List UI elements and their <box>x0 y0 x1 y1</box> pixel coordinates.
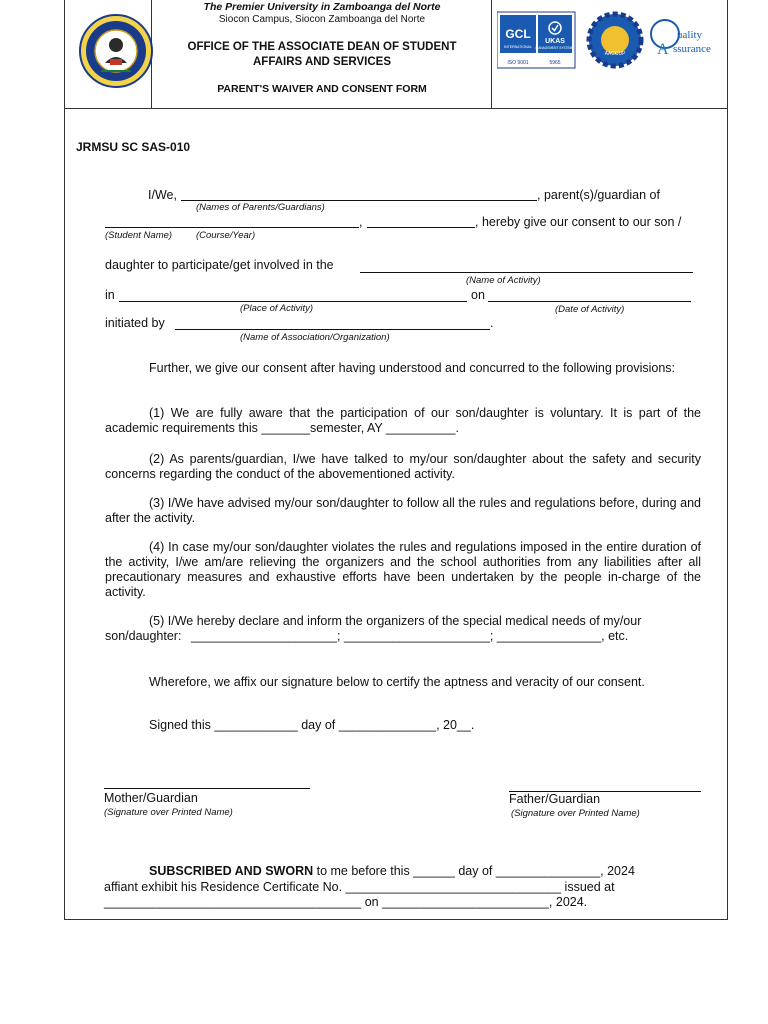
qa-label: uality <box>677 29 703 41</box>
header-divider <box>491 0 492 108</box>
student-name-field[interactable] <box>105 227 359 228</box>
campus-address: Siocon Campus, Siocon Zamboanga del Norte <box>218 14 426 25</box>
in-label: in <box>105 288 115 302</box>
header-title-block <box>153 0 491 95</box>
mother-signature-line[interactable] <box>104 788 310 789</box>
gcl-label: GCL <box>505 27 531 41</box>
course-year-field[interactable] <box>367 227 475 228</box>
provision-3-text: (3) I/We have advised my/our son/daughter to follow all the rules and regulations before, during and after the activity. <box>105 496 701 525</box>
place-caption: (Place of Activity) <box>240 303 314 314</box>
ukas-label: UKAS <box>545 38 565 45</box>
cert-number: 5965 <box>549 60 561 66</box>
activity-date-field[interactable] <box>488 301 691 302</box>
intro-text: Further, we give our consent after having understood and concurred to the following provisions: <box>149 361 676 375</box>
provision-4-text: (4) In case my/our son/daughter violates the rules and regulations imposed in the entire duration of the activity, I/we am/are relieving the organizers and the school authorities from any liabilities after all precautionary measures and exhaustive efforts have been undertaken by the people in-charge of the activity. <box>105 540 701 599</box>
form-title: PARENT'S WAIVER AND CONSENT FORM <box>217 83 427 95</box>
organization-field[interactable] <box>175 329 490 330</box>
participate-label: daughter to participate/get involved in the <box>105 258 334 272</box>
medical-needs-fields[interactable]: _____________________; _____________________; _______________, etc. <box>191 629 629 643</box>
mother-guardian-label: Mother/Guardian <box>104 791 198 805</box>
student-name-caption: (Student Name) <box>105 230 173 241</box>
course-year-caption: (Course/Year) <box>196 230 256 241</box>
sworn-line-1-text[interactable]: to me before this ______ day of _______________, 2024 <box>313 864 635 878</box>
place-field[interactable] <box>119 301 467 302</box>
provision-2-text: (2) As parents/guardian, I/we have talked to my/our son/daughter about the safety and security concerns regarding the conduct of the abovementioned activity. <box>105 452 701 481</box>
provision-1-period: . <box>455 421 459 435</box>
university-seal-icon <box>79 1 153 101</box>
aaccup-label: AACCUP <box>604 51 626 57</box>
mother-signature-caption: (Signature over Printed Name) <box>104 807 233 818</box>
provision-1 <box>105 406 701 436</box>
father-signature-caption: (Signature over Printed Name) <box>511 808 640 819</box>
academic-year-field[interactable]: __________ <box>385 421 456 435</box>
office-line-2: AFFAIRS AND SERVICES <box>252 56 392 68</box>
ukas-sublabel: MANAGEMENT SYSTEMS <box>535 46 575 50</box>
form-header <box>65 0 727 109</box>
provision-2 <box>105 452 701 482</box>
parent-names-caption: (Names of Parents/Guardians) <box>196 202 325 213</box>
document-code: JRMSU SC SAS-010 <box>76 140 191 154</box>
semester-field[interactable]: _______ <box>261 421 310 435</box>
sworn-line-2[interactable]: affiant exhibit his Residence Certificate No. _______________________________ issued at <box>104 880 615 894</box>
signed-date-line[interactable]: Signed this ____________ day of ______________, 20__. <box>149 718 475 732</box>
header-divider <box>151 0 152 108</box>
provision-1-semester-text: semester, AY <box>310 421 386 435</box>
parent-name-field[interactable] <box>181 200 537 201</box>
on-label: on <box>471 288 485 302</box>
provision-5-label: son/daughter: <box>105 629 182 643</box>
qa-label-2: ssurance <box>673 43 711 55</box>
office-name <box>153 40 491 70</box>
qa-initial: A <box>657 41 669 58</box>
activity-name-field[interactable] <box>360 272 693 273</box>
initiated-by-label: initiated by <box>105 316 165 330</box>
sworn-line-3[interactable]: _____________________________________ on ________________________, 2024. <box>104 895 588 909</box>
certification-logos <box>497 10 723 70</box>
iwe-label: I/We, <box>148 188 177 202</box>
organization-caption: (Name of Association/Organization) <box>240 332 390 343</box>
comma-separator: , <box>359 215 363 229</box>
wherefore-text: Wherefore, we affix our signature below to certify the aptness and veracity of our consent. <box>149 675 645 689</box>
quality-assurance-icon <box>651 20 711 58</box>
provision-1-text: (1) We are fully aware that the participation of our son/daughter is voluntary. It is part of the academic requirements this <box>105 406 701 435</box>
sworn-line-1 <box>149 864 635 878</box>
activity-caption: (Name of Activity) <box>466 275 541 286</box>
provisions-intro <box>105 361 701 376</box>
provision-5-text: (5) I/We hereby declare and inform the organizers of the special medical needs of my/our <box>149 614 642 628</box>
gcl-certification-icon <box>497 12 575 68</box>
provision-3 <box>105 496 701 526</box>
sworn-heading: SUBSCRIBED AND SWORN <box>149 864 314 878</box>
hereby-consent-label: , hereby give our consent to our son / <box>475 215 682 229</box>
iso-label: ISO 9001 <box>507 60 529 66</box>
father-guardian-label: Father/Guardian <box>509 792 601 806</box>
aaccup-gear-icon <box>589 14 641 66</box>
date-caption: (Date of Activity) <box>555 304 625 315</box>
office-line-1: OFFICE OF THE ASSOCIATE DEAN OF STUDENT <box>187 41 457 53</box>
university-tagline: The Premier University in Zamboanga del Norte <box>203 1 441 13</box>
gcl-sublabel: INTERNATIONAL <box>504 45 532 49</box>
period: . <box>490 316 494 330</box>
parent-guardian-of-label: , parent(s)/guardian of <box>537 188 660 202</box>
provision-4 <box>105 540 701 600</box>
